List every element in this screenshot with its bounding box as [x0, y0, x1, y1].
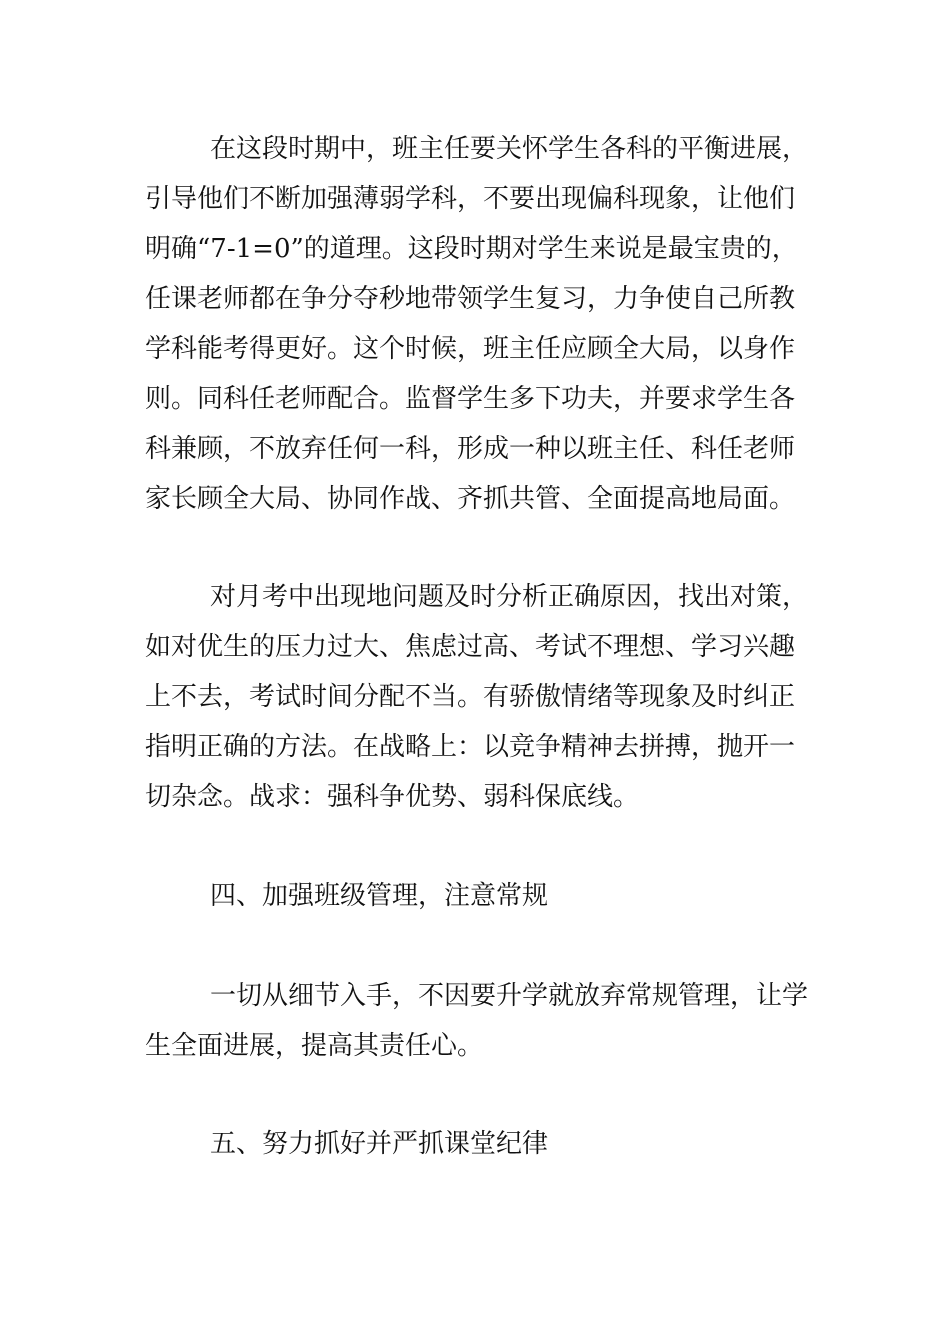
- text-line: 学科能考得更好。这个时候，班主任应顾全大局，以身作: [145, 334, 796, 364]
- section-heading-class-management: 四、加强班级管理，注意常规: [210, 881, 549, 911]
- text-line: 上不去，考试时间分配不当。有骄傲情绪等现象及时纠正: [145, 682, 796, 712]
- text-line: 任课老师都在争分夺秒地带领学生复习，力争使自己所教: [145, 284, 796, 314]
- text-line: 在这段时期中，班主任要关怀学生各科的平衡进展，: [210, 134, 809, 164]
- text-line: 家长顾全大局、协同作战、齐抓共管、全面提高地局面。: [145, 484, 796, 514]
- text-line: 生全面进展，提高其责任心。: [145, 1031, 484, 1061]
- section-heading-classroom-discipline: 五、努力抓好并严抓课堂纪律: [210, 1129, 549, 1159]
- text-line: 如对优生的压力过大、焦虑过高、考试不理想、学习兴趣: [145, 632, 796, 662]
- text-line: 引导他们不断加强薄弱学科，不要出现偏科现象，让他们: [145, 184, 796, 214]
- text-line: 科兼顾，不放弃任何一科，形成一种以班主任、科任老师: [145, 434, 796, 464]
- text-line: 则。同科任老师配合。监督学生多下功夫，并要求学生各: [145, 384, 796, 414]
- text-line: 指明正确的方法。在战略上：以竞争精神去拼搏，抛开一: [145, 732, 796, 762]
- text-line: 切杂念。战求：强科争优势、弱科保底线。: [145, 782, 640, 812]
- text-line: 对月考中出现地问题及时分析正确原因，找出对策，: [210, 582, 809, 612]
- text-line: 一切从细节入手，不因要升学就放弃常规管理，让学: [210, 981, 809, 1011]
- text-line: 明确“7-1=0”的道理。这段时期对学生来说是最宝贵的，: [145, 234, 798, 264]
